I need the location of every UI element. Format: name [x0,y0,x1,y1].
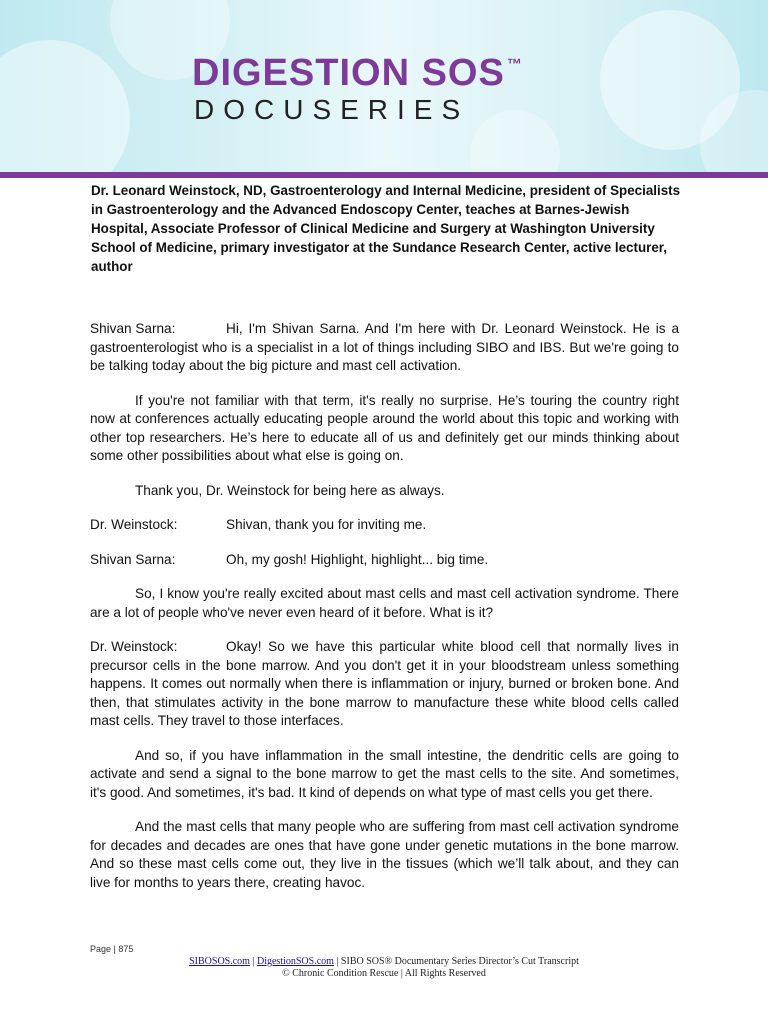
transcript-paragraph: If you're not familiar with that term, it's really no surprise. He’s touring the country right now at conferences actually educating people around the world about this topic and working with other top researchers. He’s here to educate all of us and definitely get our minds thinking about some other possibilities about what else is going on. [90,392,679,463]
header-divider [0,172,768,178]
trademark-symbol: ™ [506,56,523,73]
logo-subtitle: DOCUSERIES [194,94,470,125]
footer-links [0,956,768,967]
transcript-paragraph: And the mast cells that many people who are suffering from mast cell activation syndrome for decades and decades are ones that have gone under genetic mutations in the bone marrow. And so these mast cells come out, they live in the tissues (which we’ll talk about, and they can live for months to years there, creating havoc. [90,819,679,890]
footer-copyright: © Chronic Condition Rescue | All Rights Reserved [282,968,486,979]
transcript-paragraph [90,516,679,535]
digestionsos-link[interactable]: DigestionSOS.com [256,956,334,967]
bokeh-decoration [0,40,130,172]
speech-text: Oh, my gosh! Highlight, highlight... big time. [226,551,489,567]
transcript-paragraph: Thank you, Dr. Weinstock for being here as always. [135,482,445,498]
speaker-label: Shivan Sarna: [90,321,176,336]
transcript-paragraph: So, I know you're really excited about mast cells and mast cell activation syndrome. There are a lot of people who've never even heard of it before. What is it? [90,586,679,620]
transcript-paragraph [90,638,679,731]
transcript-paragraph [90,320,679,376]
footer-series-text: | SIBO SOS® Documentary Series Director’s Cut Transcript [333,956,579,967]
transcript-paragraph: And so, if you have inflammation in the small intestine, the dendritic cells are going to activate and send a signal to the bone marrow to get the mast cells to the site. And sometimes, it's good. And sometimes, it's bad. It kind of depends on what type of mast cells you get there. [90,747,679,800]
speaker-label: Shivan Sarna: [90,551,176,567]
logo-title [192,52,582,95]
header-banner [0,0,768,172]
speech-text: Hi, I'm Shivan Sarna. And I'm here with Dr. Leonard Weinstock. He is a gastroenterologist who is a specialist in a lot of things including SIBO and IBS. But we're going to be talking today about the big picture and mast cell activation. [90,321,679,373]
transcript-paragraph [90,551,679,570]
speech-text: Shivan, thank you for inviting me. [226,517,427,532]
footer-separator: | [249,956,257,967]
page-number: Page | 875 [90,944,134,954]
transcript-body [90,320,679,908]
speech-text: Okay! So we have this particular white blood cell that normally lives in precursor cells in the bone marrow. And you don't get it in your bloodstream unless something happens. It comes out normally when there is inflammation or injury, burned or broken bone. And then, that stimulates activity in the bone marrow to manufacture these white blood cells called mast cells. They travel to those interfaces. [90,639,679,728]
logo-title-text: DIGESTION SOS [192,52,505,94]
speaker-bio: Dr. Leonard Weinstock, ND, Gastroenterology and Internal Medicine, president of Specialists in Gastroenterology and the Advanced Endoscopy Center, teaches at Barnes-Jewish Hospital, Associate Professor of Clinical Medicine and Surgery at Washington University School of Medicine, primary investigator at the Sundance Research Center, active lecturer, author [91,183,681,274]
sibosos-link[interactable]: SIBOSOS.com [189,956,250,967]
speaker-label: Dr. Weinstock: [90,639,178,654]
speaker-label: Dr. Weinstock: [90,517,178,532]
